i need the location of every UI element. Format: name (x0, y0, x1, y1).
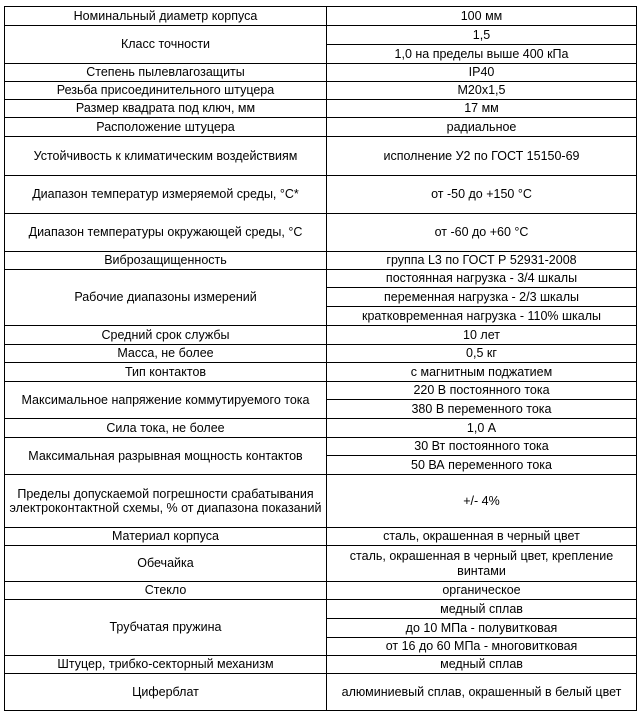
parameter-value: 220 В постоянного тока (327, 382, 637, 400)
parameter-label: Штуцер, трибко-секторный механизм (5, 656, 327, 674)
parameter-label: Диапазон температур измеряемой среды, °С* (5, 176, 327, 214)
parameter-label: Трубчатая пружина (5, 600, 327, 656)
table-row (5, 656, 637, 674)
parameter-value: M20x1,5 (327, 82, 637, 100)
parameter-value: группа L3 по ГОСТ Р 52931-2008 (327, 252, 637, 270)
parameter-value: 30 Вт постоянного тока (327, 438, 637, 456)
parameter-value: 1,0 на пределы выше 400 кПа (327, 45, 637, 64)
table-row (5, 475, 637, 528)
parameter-label: Виброзащищенность (5, 252, 327, 270)
parameter-label: Тип контактов (5, 363, 327, 382)
parameter-value: органическое (327, 582, 637, 600)
parameter-label: Размер квадрата под ключ, мм (5, 100, 327, 118)
parameter-label: Резьба присоединительного штуцера (5, 82, 327, 100)
specifications-table (4, 6, 637, 711)
parameter-value: медный сплав (327, 600, 637, 619)
parameter-value: постоянная нагрузка - 3/4 шкалы (327, 270, 637, 288)
parameter-label: Устойчивость к климатическим воздействиям (5, 137, 327, 176)
table-row (5, 252, 637, 270)
parameter-value: 0,5 кг (327, 345, 637, 363)
parameter-label: Пределы допускаемой погрешности срабатывания электроконтактной схемы, % от диапазона показаний (5, 475, 327, 528)
table-row (5, 176, 637, 214)
parameter-label: Максимальное напряжение коммутируемого тока (5, 382, 327, 419)
parameter-value: радиальное (327, 118, 637, 137)
parameter-value: 1,5 (327, 26, 637, 45)
table-row (5, 363, 637, 382)
parameter-label: Стекло (5, 582, 327, 600)
parameter-value: с магнитным поджатием (327, 363, 637, 382)
parameter-value: сталь, окрашенная в черный цвет (327, 528, 637, 546)
parameter-value: переменная нагрузка - 2/3 шкалы (327, 288, 637, 307)
parameter-label: Масса, не более (5, 345, 327, 363)
parameter-value: 100 мм (327, 7, 637, 26)
table-row (5, 438, 637, 456)
table-row (5, 118, 637, 137)
table-row (5, 64, 637, 82)
specifications-table-body (5, 7, 637, 711)
parameter-value: сталь, окрашенная в черный цвет, крепление винтами (327, 546, 637, 582)
table-row (5, 270, 637, 288)
parameter-value: от 16 до 60 МПа - многовитковая (327, 638, 637, 656)
table-row (5, 100, 637, 118)
parameter-label: Номинальный диаметр корпуса (5, 7, 327, 26)
table-row (5, 82, 637, 100)
parameter-value: от -60 до +60 °С (327, 214, 637, 252)
parameter-value: 1,0 А (327, 419, 637, 438)
parameter-label: Класс точности (5, 26, 327, 64)
parameter-value: 17 мм (327, 100, 637, 118)
table-row (5, 528, 637, 546)
table-row (5, 600, 637, 619)
table-row (5, 674, 637, 711)
parameter-label: Средний срок службы (5, 326, 327, 345)
parameter-value: исполнение У2 по ГОСТ 15150-69 (327, 137, 637, 176)
table-row (5, 214, 637, 252)
parameter-label: Сила тока, не более (5, 419, 327, 438)
parameter-value: 50 ВА переменного тока (327, 456, 637, 475)
table-row (5, 382, 637, 400)
table-row (5, 546, 637, 582)
table-row (5, 419, 637, 438)
parameter-value: 380 В переменного тока (327, 400, 637, 419)
parameter-value: медный сплав (327, 656, 637, 674)
table-row (5, 326, 637, 345)
table-row (5, 582, 637, 600)
parameter-label: Рабочие диапазоны измерений (5, 270, 327, 326)
parameter-label: Циферблат (5, 674, 327, 711)
parameter-value: алюминиевый сплав, окрашенный в белый цвет (327, 674, 637, 711)
parameter-label: Обечайка (5, 546, 327, 582)
parameter-value: +/- 4% (327, 475, 637, 528)
table-row (5, 137, 637, 176)
parameter-value: от -50 до +150 °С (327, 176, 637, 214)
parameter-label: Диапазон температуры окружающей среды, °С (5, 214, 327, 252)
table-row (5, 345, 637, 363)
table-row (5, 7, 637, 26)
parameter-value: до 10 МПа - полувитковая (327, 619, 637, 638)
parameter-value: IP40 (327, 64, 637, 82)
table-row (5, 26, 637, 45)
parameter-label: Материал корпуса (5, 528, 327, 546)
parameter-label: Степень пылевлагозащиты (5, 64, 327, 82)
parameter-value: кратковременная нагрузка - 110% шкалы (327, 307, 637, 326)
parameter-label: Максимальная разрывная мощность контактов (5, 438, 327, 475)
parameter-label: Расположение штуцера (5, 118, 327, 137)
parameter-value: 10 лет (327, 326, 637, 345)
